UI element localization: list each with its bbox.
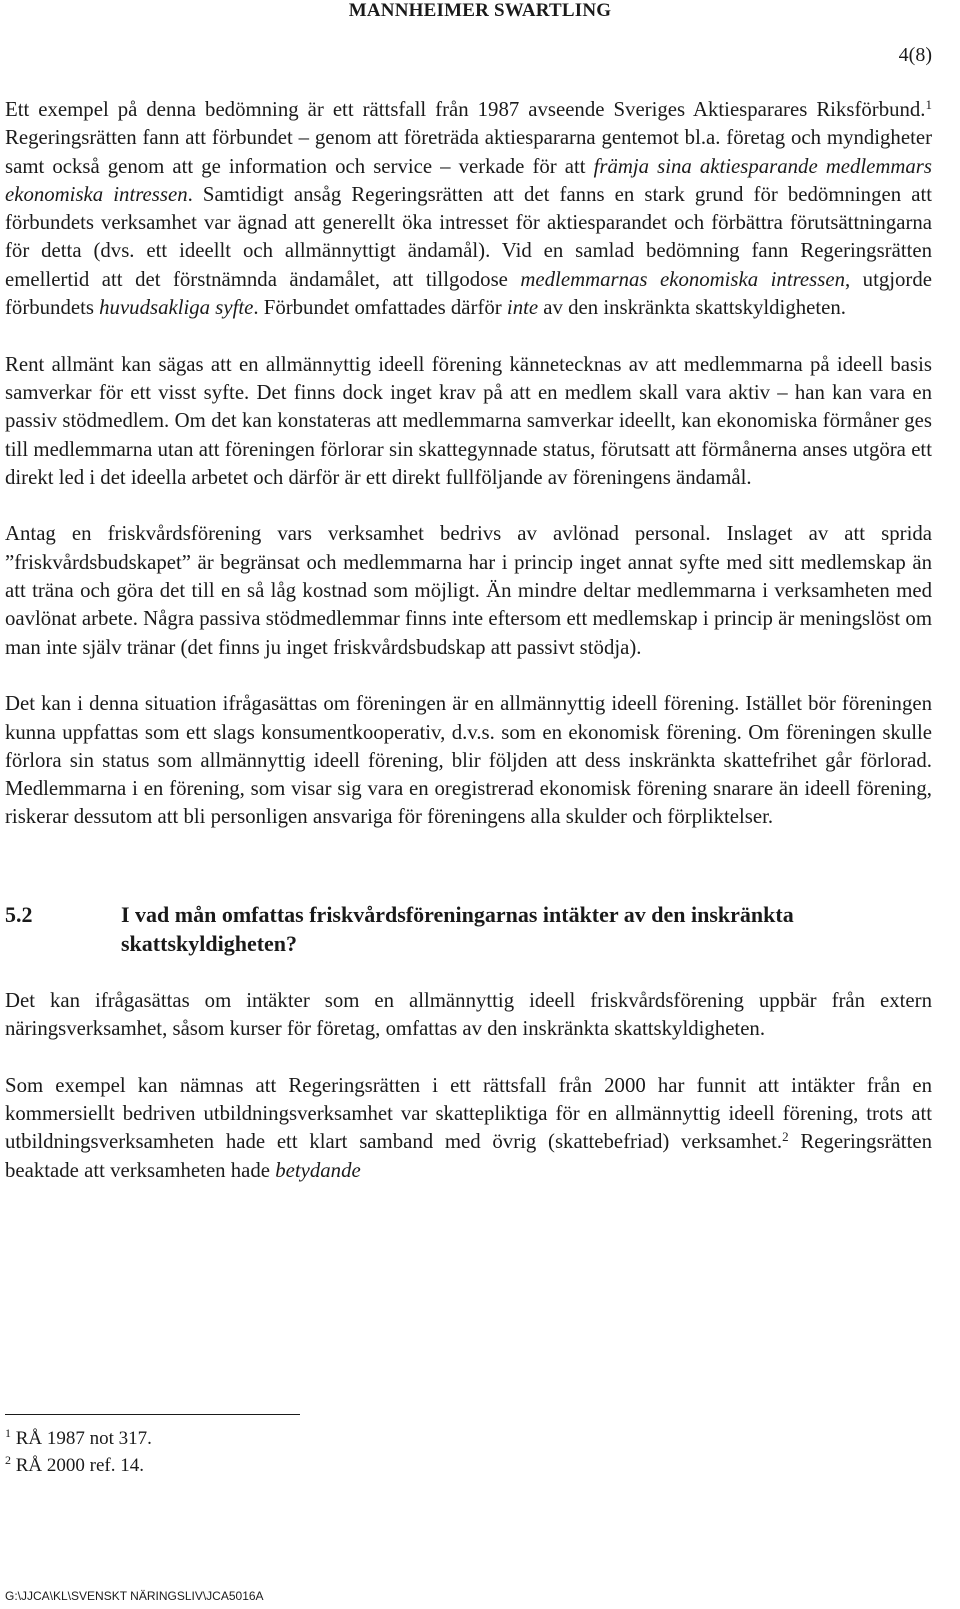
page-number: 4(8): [898, 44, 932, 66]
paragraph-5: Det kan ifrågasättas om intäkter som en allmännyttig ideell friskvårdsförening uppbär från extern näringsverksamhet, såsom kurser för företag, omfattas av den inskränkta skattskyldigheten.: [5, 988, 932, 1041]
paragraph-2: Rent allmänt kan sägas att en allmännyttig ideell förening kännetecknas av att medlemmarna på ideell basis samverkar för ett visst syfte. Det finns dock inget krav på att en medlem skall vara aktiv – han kan vara en passiv stödmedlem. Om det kan konstateras att medlemmarna samverkar ideellt, kan ekonomiska förmåner ges till medlemmarna utan att föreningen förlorar sin skattegynnade status, förutsatt att förmånerna anses utgöra ett direkt led i det ideella arbetet och därför är ett direkt fullföljande av föreningens ändamål.: [5, 352, 932, 489]
paragraph-1: Ett exempel på denna bedömning är ett rättsfall från 1987 avseende Sveriges Aktiesparares Riksförbund.$^1$ Regeringsrätten fann att förbundet – genom att företräda aktiespararna gentemot bl.a. företag och myndigheter samt också genom att ge information och service – verkade för att främja sina aktiesparande medlemmars ekonomiska intressen. Samtidigt ansåg Regeringsrätten att det fanns en stark grund för bedömningen att förbundets verksamhet var ägnad att generellt öka intresset för aktiesparandet och förbättra förutsättningarna för detta (dvs. ett ideellt och allmännyttigt ändamål). Vid en samlad bedömning fann Regeringsrätten emellertid att det förstnämnda ändamålet, att tillgodose medlemmarnas ekonomiska intressen, utgjorde förbundets huvudsakliga syfte. Förbundet omfattades därför inte av den inskränkta skattskyldigheten.: [5, 97, 933, 320]
section-title: I vad mån omfattas friskvårdsföreningarnas intäkter av den inskränkta skattskyldigheten?: [121, 901, 794, 956]
paragraph-6: Som exempel kan nämnas att Regeringsrätten i ett rättsfall från 2000 har funnit att intäkter från en kommersiellt bedriven utbildningsverksamhet var skattepliktiga för en allmännyttig ideell förening, trots att utbildningsverksamheten hade ett klart samband med övrig (skattebefriad) verksamhet.$^2$ Regeringsrätten beaktade att verksamheten hade betydande: [5, 1073, 932, 1182]
document-body: [5, 96, 932, 1213]
footnote-ref-1[interactable]: 1: [925, 97, 932, 112]
footnote-2: $^2$ RÅ 2000 ref. 14.: [5, 1453, 144, 1476]
section-number: 5.2: [5, 901, 33, 927]
footnote-1: $^1$ RÅ 1987 not 317.: [5, 1426, 152, 1449]
firm-header: MANNHEIMER SWARTLING: [348, 0, 612, 21]
paragraph-3: Antag en friskvårdsförening vars verksamhet bedrivs av avlönad personal. Inslaget av att sprida ”friskvårdsbudskapet” är begränsat och medlemmarna har i princip inget annat syfte med sitt medlemskap än att träna och göra det till en så låg kostnad som möjligt. Än mindre deltar medlemmarna i verksamheten med oavlönat arbete. Några passiva stödmedlemmar finns inte eftersom ett medlemskap i princip är meningslöst om man inte själv tränar (det finns ju inget friskvårdsbudskap att passivt stödja).: [5, 522, 932, 659]
paragraph-4: Det kan i denna situation ifrågasättas om föreningen är en allmännyttig ideell förening. Istället bör föreningen kunna uppfattas som ett slags konsumentkooperativ, d.v.s. som en ekonomisk förening. Om föreningen skulle förlora sin status som allmännyttig ideell förening, blir följden att dess inskränkta skattefrihet går förlorad. Medlemmarna i en förening, som visar sig vara en oregistrerad ekonomisk förening snarare än ideell förening, riskerar dessutom att bli personligen ansvariga för föreningens alla skulder och förpliktelser.: [5, 692, 932, 829]
footnotes: [5, 1425, 152, 1479]
file-path-footer: G:\JJCA\KL\SVENSKT NÄRINGSLIV\JCA5016A: [5, 1589, 264, 1603]
footnote-separator: [5, 1414, 300, 1415]
section-heading: [5, 900, 932, 958]
footnote-ref-2[interactable]: 2: [782, 1129, 789, 1145]
